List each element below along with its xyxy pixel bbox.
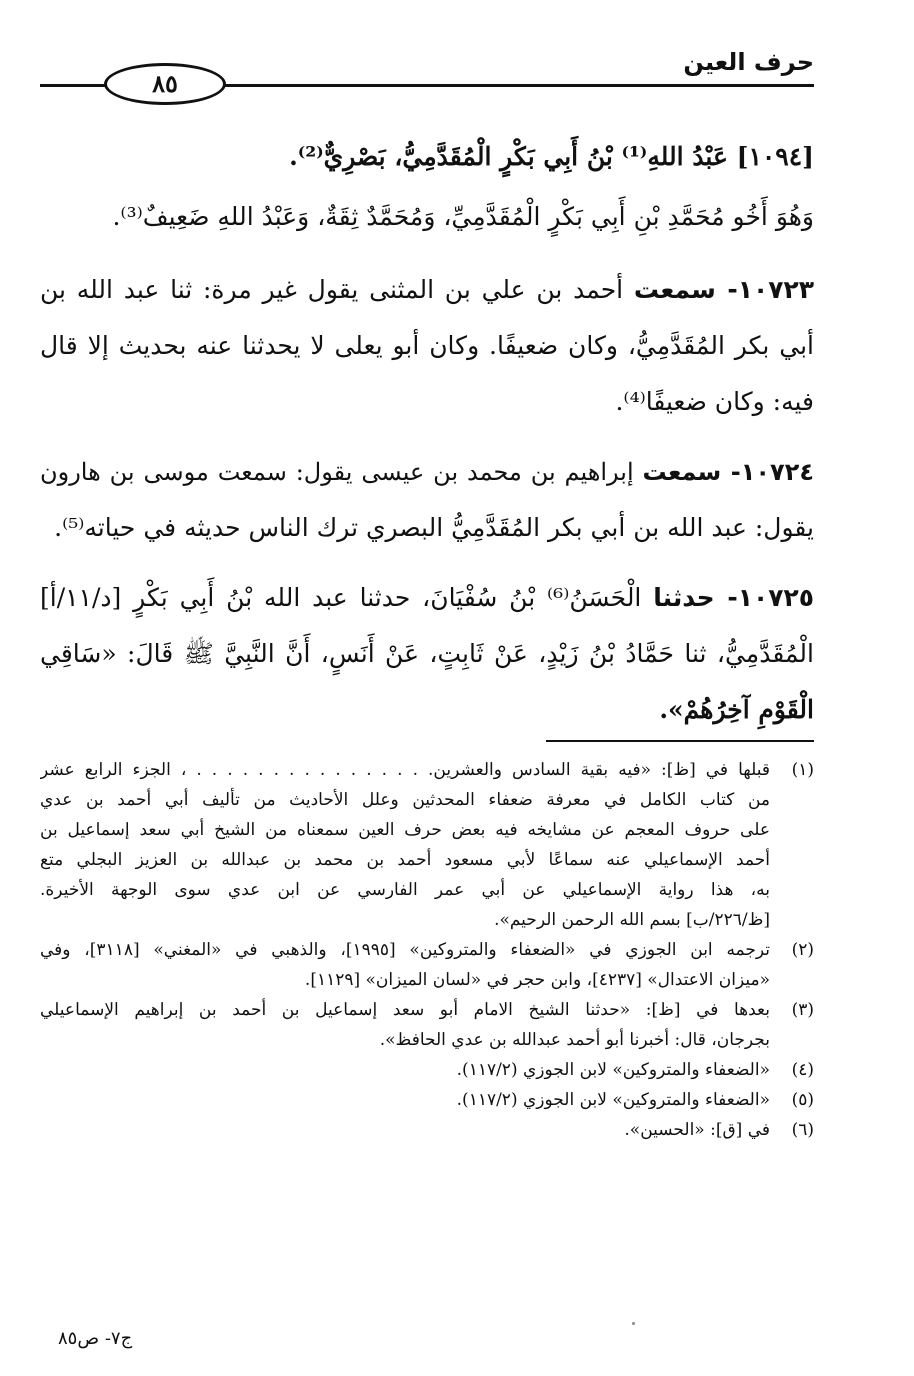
page-number: ٨٥ — [104, 63, 226, 105]
page-reference: ج٧- ص٨٥ — [58, 1328, 133, 1349]
footnotes — [40, 755, 814, 1145]
footnote-number: (٣) — [791, 1000, 814, 1020]
footnote-rule — [546, 740, 814, 742]
footnote-line: «الضعفاء والمتروكين» لابن الجوزي (١١٧/٢). — [456, 1090, 770, 1110]
narration-line: إبراهيم بن محمد بن عيسى يقول: سمعت موسى بن هارون — [40, 458, 634, 486]
stray-mark — [632, 1322, 635, 1325]
footnote-number: (٥) — [791, 1090, 814, 1110]
footnote-line: بجرجان، قال: أخبرنا أبو أحمد عبدالله بن عدي الحافظ». — [379, 1030, 770, 1050]
narration-line: يقول: عبد الله بن أبي بكر المُقَدَّمِيُّ البصري ترك الناس حديثه في حياته⁽⁵⁾. — [54, 513, 814, 542]
entry-heading: [١٠٩٤] عَبْدُ اللهِ⁽¹⁾ بْنُ أَبِي بَكْرٍ الْمُقَدَّمِيُّ، بَصْرِيٌّ⁽²⁾. — [289, 142, 814, 171]
narration-10724 — [40, 444, 814, 556]
footnote-line: أحمد الإسماعيلي عنه سماعًا لأبي مسعود أحمد بن محمد بن عبدالله بن العزيز البجلي متع — [40, 850, 770, 870]
footnote-line: [ظ/٢٢٦/ب] بسم الله الرحمن الرحيم». — [494, 910, 770, 930]
footnote-line: من كتاب الكامل في معرفة ضعفاء المحدثين وعلل الأحاديث من تأليف أبي أحمد بن عدي — [40, 790, 770, 810]
page-header — [40, 38, 814, 108]
main-text — [40, 128, 814, 738]
footnote-2 — [40, 935, 814, 995]
narration-lead: ١٠٧٢٣- سمعت — [633, 275, 814, 304]
footnote-line: ترجمه ابن الجوزي في «الضعفاء والمتروكين» [١٩٩٥]، والذهبي في «المغني» [٣١١٨]، وفي — [40, 940, 770, 960]
footnote-5 — [40, 1085, 814, 1115]
footnote-line: «ميزان الاعتدال» [٤٢٣٧]، وابن حجر في «لسان الميزان» [١١٢٩]. — [304, 970, 770, 990]
footnote-number: (٤) — [791, 1060, 814, 1080]
footnote-number: (١) — [791, 760, 814, 780]
footnote-number: (٢) — [791, 940, 814, 960]
narration-line: الْحَسَنُ⁽⁶⁾ بْنُ سُفْيَانَ، حدثنا عبد الله بْنُ أَبِي بَكْرٍ [د/١١/أ] — [40, 583, 642, 612]
narration-10723 — [40, 262, 814, 430]
footnote-line: قبلها في [ظ]: «فيه بقية السادس والعشرين. . . . . . . . . . . . . . . . ، الجزء الرابع عشر — [40, 760, 770, 780]
footnote-1 — [40, 755, 814, 935]
footnote-line: في [ق]: «الحسين». — [624, 1120, 770, 1140]
footnote-line: بعدها في [ظ]: «حدثنا الشيخ الامام أبو سعد إسماعيل بن أحمد بن إبراهيم الإسماعيلي — [40, 1000, 770, 1020]
narration-line: الْمُقَدَّمِيُّ، ثنا حَمَّادُ بْنُ زَيْدٍ، عَنْ ثَابِتٍ، عَنْ أَنَسٍ، أَنَّ النَّبِيَّ ﷺ قَالَ: «سَاقِي — [40, 639, 814, 668]
chapter-title: حرف العين — [683, 48, 814, 76]
footnote-line: «الضعفاء والمتروكين» لابن الجوزي (١١٧/٢). — [456, 1060, 770, 1080]
footnote-3 — [40, 995, 814, 1055]
hadith-quote-end: الْقَوْمِ آخِرُهُمْ». — [659, 695, 814, 724]
narration-line: أحمد بن علي بن المثنى يقول غير مرة: ثنا عبد الله بن — [40, 275, 624, 304]
footnote-4 — [40, 1055, 814, 1085]
narration-lead: ١٠٧٢٥- حدثنا — [653, 583, 814, 612]
footnote-line: به، هذا رواية الإسماعيلي عن أبي عمر الفارسي عن ابن عدي سوى الوجهة الأخيرة. — [40, 880, 770, 900]
narration-line: أبي بكر المُقَدَّمِيُّ، وكان ضعيفًا. وكان أبو يعلى لا يحدثنا عنه بحديث إلا قال — [40, 331, 814, 360]
narration-line: فيه: وكان ضعيفًا⁽⁴⁾. — [615, 387, 814, 416]
entry-bio: وَهُوَ أَخُو مُحَمَّدِ بْنِ أَبِي بَكْرٍ الْمُقَدَّمِيِّ، وَمُحَمَّدٌ ثِقَةٌ، وَعَبْدُ اللهِ ضَعِيفٌ⁽³⁾. — [112, 202, 814, 231]
footnote-line: على حروف المعجم عن مشايخه فيه بعض حرف العين سمعناه من الشيخ أبي سعد إسماعيل بن — [40, 820, 770, 840]
footnote-number: (٦) — [791, 1120, 814, 1140]
narration-lead: ١٠٧٢٤- سمعت — [642, 458, 814, 486]
footnote-6 — [40, 1115, 814, 1145]
narration-10725 — [40, 570, 814, 738]
